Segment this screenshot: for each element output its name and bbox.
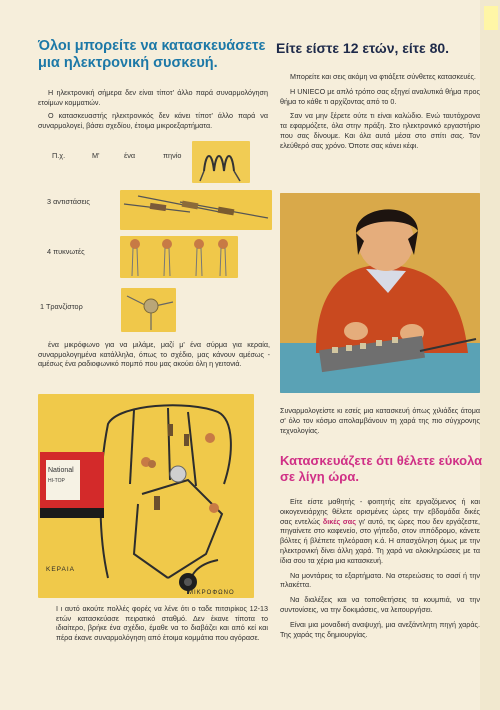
right-paragraph-7: Να διαλέξεις και να τοποθετήσεις τα κουμπιά, να την συντονίσεις, να την δοκιμάσεις, να λειτουργήσει. [280, 595, 480, 614]
left-paragraph-4: Ι ι αυτό ακούτε πολλές φορές να λένε ότι ο ταδε πιτσιρίκος 12-13 ετών κατασκεύασε πειρατικό σταθμό. Δεν έκανε τίποτα το ιδιαίτερο, βρήκε ένα σχέδιο, έμαθε να το διαβάζει και από κεί και πέρα έκανε συναρμολόγηση από έτοιμα κομμάτια που αγόρασε. [56, 604, 268, 642]
ena-label: ένα [124, 151, 136, 160]
left-heading-line2: μια ηλεκτρονική συσκευή. [38, 55, 218, 71]
pinio-label: πηνίο [163, 151, 182, 160]
right-intro-text [280, 72, 480, 156]
antenna-caption: ΚΕΡΑΙΑ [46, 566, 76, 573]
bold-inline-phrase: δικές σας [322, 516, 356, 526]
workbench-photo [280, 193, 480, 393]
capacitors-label: 4 πυκνωτές [47, 247, 85, 256]
right-paragraph-5 [280, 497, 480, 566]
left-paragraph-3: ένα μικρόφωνο για να μιλάμε, μαζί μ' ένα σύρμα για κεραία, συναρμολογημένα κατάλληλα, όπως το σχέδιο, μας κάνουν αμέσως - αμέσως ένα ραδιοφωνικό πομπό που μας ακούει όλη η γειτονιά. [38, 340, 270, 369]
transistor-label: 1 Τρανζίστορ [40, 302, 83, 311]
right-paragraph-4: Συναρμολογείστε κι εσείς μια κατασκευή όπως χιλιάδες άτομα σ' όλο τον κόσμο απολαμβάνουν τη χαρά της πιο σύγχρονης τεχνολογίας. [280, 406, 480, 435]
right-paragraph-5c: γι' αυτό, τις ώρες που δεν εργάζεστε, πηγαίνετε στο καφενείο, στο γήπεδο, στον ιππόδρομο, κάνετε βόλτες ή βλέπετε τηλεόραση κ.ά. Η απασχόληση όμως με την ηλεκτρονική δίνει άλλη χαρά. Τη χαρά να ολοκληρώσεις με τα ίδια σου τα χέρια μια κατασκευή. [280, 516, 480, 565]
left-heading-line1: Όλοι μπορείτε να κατασκευάσετε [38, 38, 266, 54]
left-middle-text [38, 340, 270, 373]
left-heading [38, 38, 268, 72]
right-paragraph-8: Είναι μια μοναδική αναψυχή, μια ανεξάντλητη πηγή χαράς. Της χαράς της δημιουργίας. [280, 619, 480, 639]
right-paragraph-5a: Είτε είστε μαθητής - φοιτητής είτε εργαζόμενος ή και οικογενειάρχης θέλετε ορισμένες ώρες την εβδομάδα δικές σας εντελώς [280, 497, 480, 526]
capacitors-photo [120, 236, 238, 278]
resistors-label: 3 αντιστάσεις [47, 197, 90, 206]
left-bottom-text [56, 604, 268, 646]
m-label: Μ' [92, 151, 100, 160]
circuit-photo [38, 394, 254, 598]
right-paragraph-2: Η UNIECO με απλό τρόπο σας εξηγεί αναλυτικά θήμα προς θήμα το κάθε τι αρχίζοντας από το 0. [280, 86, 480, 106]
left-paragraph-2: Ο κατασκευαστής ηλεκτρονικός δεν κάνει τίποτ' άλλο παρά να συναρμολογεί, βάσει σχεδίου, έτοιμα μικροεξαρτήματα. [38, 111, 268, 130]
right-paragraph-1: Μπορείτε και σεις ακόμη να φτιάξετε σύνθετες κατασκευές. [290, 72, 476, 81]
microphone-caption: ΜΙΚΡΟΦΩΝΟ [188, 590, 235, 596]
pink-subheading-line1: Κατασκευάζετε ότι θέλετε εύκολα [280, 453, 483, 468]
right-heading: Είτε είστε 12 ετών, είτε 80. [276, 40, 450, 56]
right-paragraph-6: Να μοντάρεις τα εξαρτήματα. Να στερεώσεις το σασί ή την πλακέττα. [280, 570, 480, 590]
page-edge-tab [480, 0, 500, 710]
left-column [38, 38, 268, 72]
right-column [276, 40, 484, 57]
pink-subheading [280, 453, 485, 485]
right-mid-text [280, 406, 480, 440]
resistors-photo [120, 190, 272, 230]
right-paragraph-3: Σαν να μην ξέρετε ούτε τι είναι καλώδιο. Ενώ ταυτόχρονα τα εφαρμόζετε, όλα στην πράξη. Στο ηλεκτρονικό εργαστήριο που σας δίνουμε. Και όλα αυτά μέσα στο σπίτι σας. Τον ελεύθερό σας χρόνο. Όποτε σας κάνει κέφι. [280, 111, 480, 150]
left-paragraph-1: Η ηλεκτρονική σήμερα δεν είναι τίποτ' άλλο παρά συναρμολόγηση ετοίμων κομματιών. [38, 88, 268, 107]
coil-photo [192, 141, 250, 183]
pink-subheading-line2: σε λίγη ώρα. [280, 469, 359, 484]
transistor-photo [121, 288, 176, 332]
px-label: Π.χ. [52, 151, 66, 160]
battery-type: HI-TOP [48, 478, 65, 484]
battery-brand: National [48, 467, 74, 474]
right-bottom-text [280, 497, 480, 644]
left-intro-text [38, 88, 268, 134]
